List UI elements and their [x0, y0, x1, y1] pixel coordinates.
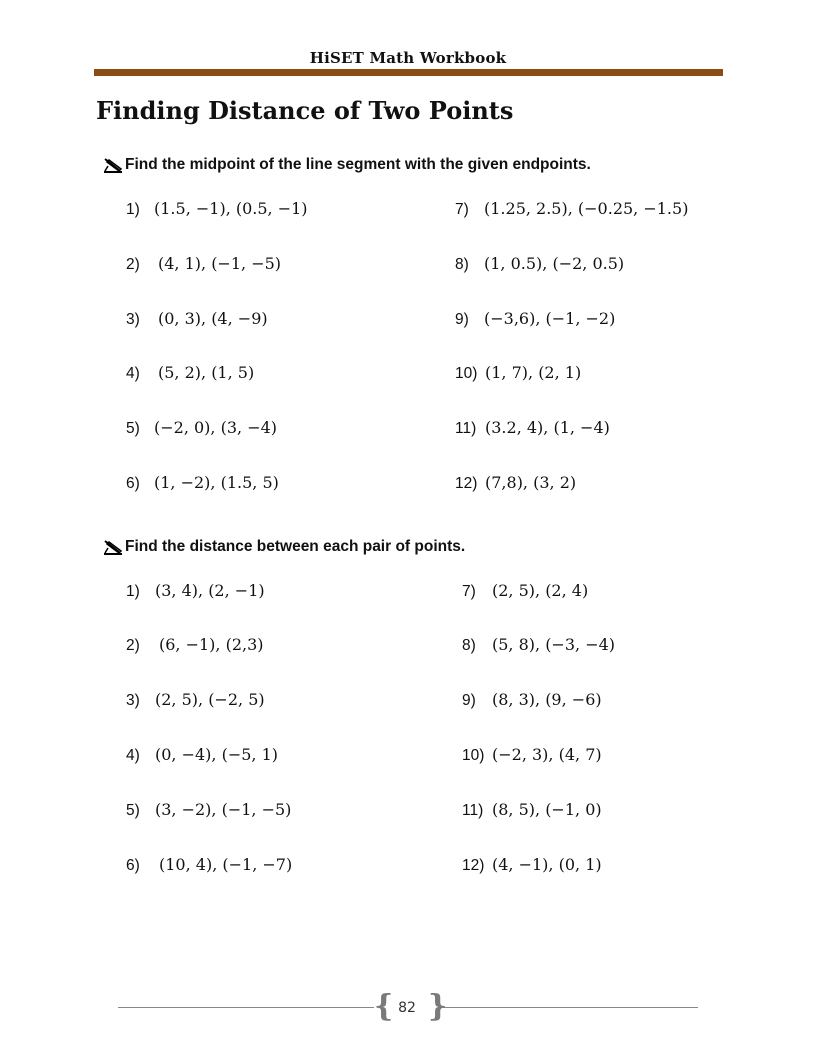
right-brace-icon: }: [428, 989, 448, 1024]
problem-item: [462, 690, 602, 710]
footer-rule-left: [118, 1007, 374, 1008]
problem-expression: (3, 4), (2, −1): [155, 581, 265, 600]
problem-expression: (0, 3), (4, −9): [158, 309, 268, 328]
problem-expression: (8, 5), (−1, 0): [492, 800, 602, 819]
problem-number: 9): [455, 311, 469, 328]
problem-item: [126, 745, 278, 765]
problem-number: 12): [455, 475, 478, 492]
problem-number: 7): [455, 201, 469, 218]
header-rule: [94, 69, 723, 76]
problem-item: [126, 800, 291, 820]
problem-expression: (3.2, 4), (1, −4): [485, 418, 610, 437]
instruction-text: Find the distance between each pair of points.: [125, 538, 466, 555]
problem-item: [126, 473, 279, 493]
problem-expression: (6, −1), (2,3): [159, 635, 264, 654]
problem-item: [455, 199, 688, 219]
instruction-text: Find the midpoint of the line segment with the given endpoints.: [125, 156, 591, 173]
problem-item: [455, 473, 576, 493]
footer-rule-right: [442, 1007, 698, 1008]
problem-number: 5): [126, 802, 140, 819]
problem-number: 12): [462, 857, 485, 874]
problem-item: [126, 199, 308, 219]
problem-expression: (−2, 0), (3, −4): [154, 418, 278, 437]
problem-item: [455, 363, 581, 383]
problem-item: [462, 855, 602, 875]
pencil-icon: [102, 538, 124, 556]
problem-number: 3): [126, 311, 140, 328]
problem-number: 10): [455, 365, 478, 382]
problem-number: 5): [126, 420, 140, 437]
problem-expression: (0, −4), (−5, 1): [155, 745, 279, 764]
problem-number: 4): [126, 747, 140, 764]
problem-item: [126, 690, 265, 710]
problem-expression: (1, 7), (2, 1): [485, 363, 582, 382]
problem-expression: (1, −2), (1.5, 5): [154, 473, 279, 492]
problem-expression: (5, 8), (−3, −4): [492, 635, 616, 654]
problem-item: [126, 309, 268, 329]
left-brace-icon: {: [374, 989, 394, 1024]
problem-item: [455, 254, 624, 274]
pencil-icon: [102, 156, 124, 174]
problem-item: [455, 309, 615, 329]
problem-expression: (2, 5), (−2, 5): [155, 690, 265, 709]
problem-number: 11): [455, 420, 477, 437]
problem-expression: (7,8), (3, 2): [485, 473, 577, 492]
problem-number: 8): [455, 256, 469, 273]
problem-item: [126, 363, 254, 383]
instruction-distance: [102, 538, 465, 556]
instruction-midpoint: [102, 156, 591, 174]
page-number-box: [377, 994, 437, 1022]
problem-number: 11): [462, 802, 484, 819]
problem-item: [126, 635, 264, 655]
problem-number: 3): [126, 692, 140, 709]
problem-item: [126, 581, 265, 601]
problem-item: [126, 418, 277, 438]
problem-item: [455, 418, 610, 438]
problem-number: 6): [126, 475, 140, 492]
problem-item: [462, 635, 615, 655]
problem-expression: (10, 4), (−1, −7): [159, 855, 293, 874]
problem-item: [462, 800, 602, 820]
problem-item: [462, 581, 588, 601]
problem-number: 2): [126, 256, 140, 273]
problem-number: 2): [126, 637, 140, 654]
problem-expression: (8, 3), (9, −6): [492, 690, 602, 709]
problem-item: [126, 855, 292, 875]
problem-expression: (−2, 3), (4, 7): [492, 745, 602, 764]
problem-number: 4): [126, 365, 140, 382]
problem-number: 7): [462, 583, 476, 600]
problem-expression: (1.5, −1), (0.5, −1): [154, 199, 308, 218]
problem-number: 9): [462, 692, 476, 709]
problem-expression: (2, 5), (2, 4): [492, 581, 589, 600]
page-title: Finding Distance of Two Points: [96, 96, 514, 125]
page-number: 82: [398, 1000, 416, 1016]
problem-number: 1): [126, 201, 140, 218]
problem-number: 1): [126, 583, 140, 600]
problem-expression: (3, −2), (−1, −5): [155, 800, 292, 819]
problem-item: [126, 254, 281, 274]
problem-number: 10): [462, 747, 485, 764]
problem-item: [462, 745, 602, 765]
problem-expression: (1.25, 2.5), (−0.25, −1.5): [484, 199, 689, 218]
problem-expression: (4, 1), (−1, −5): [158, 254, 282, 273]
problem-expression: (4, −1), (0, 1): [492, 855, 602, 874]
running-header: HiSET Math Workbook: [309, 49, 507, 67]
problem-expression: (−3,6), (−1, −2): [484, 309, 616, 328]
problem-number: 6): [126, 857, 140, 874]
problem-expression: (5, 2), (1, 5): [158, 363, 255, 382]
problem-expression: (1, 0.5), (−2, 0.5): [484, 254, 625, 273]
problem-number: 8): [462, 637, 476, 654]
